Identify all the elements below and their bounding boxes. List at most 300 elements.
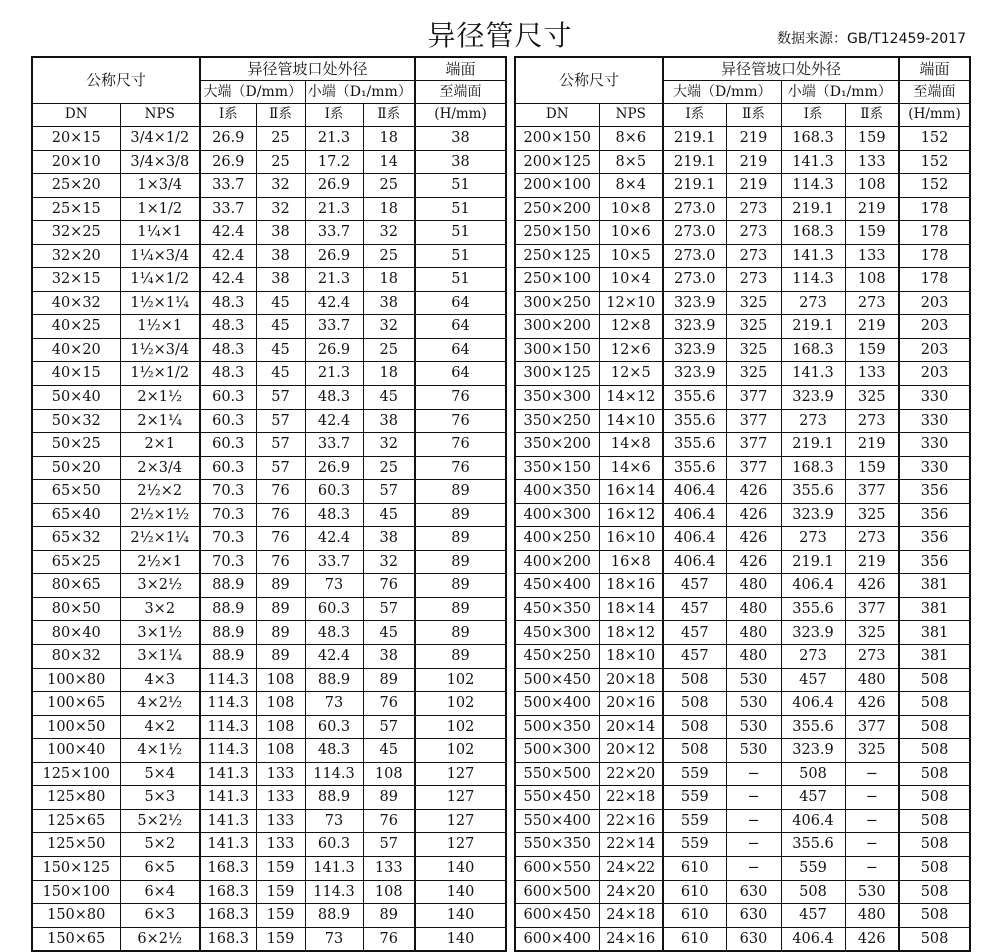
nps-cell: 3/4×3/8 bbox=[120, 150, 200, 174]
large-series2-cell: 45 bbox=[256, 362, 305, 386]
large-series1-cell: 88.9 bbox=[200, 645, 256, 669]
header-large-series2: Ⅱ系 bbox=[726, 104, 781, 127]
small-series1-cell: 508 bbox=[781, 762, 845, 786]
large-series1-cell: 70.3 bbox=[200, 503, 256, 527]
small-series2-cell: 18 bbox=[363, 127, 415, 151]
header-nps: NPS bbox=[120, 104, 200, 127]
small-series2-cell: 18 bbox=[363, 197, 415, 221]
dn-cell: 100×80 bbox=[32, 668, 120, 692]
table-row bbox=[32, 880, 506, 904]
small-series1-cell: 323.9 bbox=[781, 739, 845, 763]
nps-cell: 2×1¼ bbox=[120, 409, 200, 433]
dn-cell: 250×150 bbox=[515, 221, 599, 245]
large-series2-cell: 219 bbox=[726, 150, 781, 174]
large-series2-cell: 159 bbox=[256, 880, 305, 904]
dn-cell: 500×300 bbox=[515, 739, 599, 763]
nps-cell: 5×2½ bbox=[120, 809, 200, 833]
end-to-end-cell: 102 bbox=[415, 668, 506, 692]
large-series2-cell: − bbox=[726, 786, 781, 810]
nps-cell: 3×1¼ bbox=[120, 645, 200, 669]
page-title: 异径管尺寸 bbox=[427, 19, 573, 52]
large-series2-cell: 108 bbox=[256, 739, 305, 763]
large-series1-cell: 60.3 bbox=[200, 409, 256, 433]
small-series2-cell: 133 bbox=[845, 362, 899, 386]
table-row bbox=[515, 880, 970, 904]
large-series2-cell: 76 bbox=[256, 527, 305, 551]
large-series1-cell: 273.0 bbox=[663, 268, 726, 292]
large-series1-cell: 42.4 bbox=[200, 268, 256, 292]
header-small-series2: Ⅱ系 bbox=[845, 104, 899, 127]
dn-cell: 65×32 bbox=[32, 527, 120, 551]
small-series1-cell: 26.9 bbox=[305, 174, 363, 198]
end-to-end-cell: 38 bbox=[415, 150, 506, 174]
small-series2-cell: 76 bbox=[363, 809, 415, 833]
end-to-end-cell: 89 bbox=[415, 621, 506, 645]
small-series1-cell: 323.9 bbox=[781, 503, 845, 527]
large-series2-cell: 480 bbox=[726, 621, 781, 645]
dn-cell: 80×40 bbox=[32, 621, 120, 645]
end-to-end-cell: 508 bbox=[899, 786, 970, 810]
nps-cell: 14×12 bbox=[599, 386, 663, 410]
large-series2-cell: 57 bbox=[256, 409, 305, 433]
small-series2-cell: 530 bbox=[845, 880, 899, 904]
header-small-series1: Ⅰ系 bbox=[305, 104, 363, 127]
large-series2-cell: 325 bbox=[726, 315, 781, 339]
large-series1-cell: 114.3 bbox=[200, 739, 256, 763]
table-row bbox=[515, 668, 970, 692]
dn-cell: 600×550 bbox=[515, 856, 599, 880]
nps-cell: 5×3 bbox=[120, 786, 200, 810]
dn-cell: 300×125 bbox=[515, 362, 599, 386]
small-series1-cell: 141.3 bbox=[781, 150, 845, 174]
small-series1-cell: 60.3 bbox=[305, 597, 363, 621]
table-row bbox=[515, 739, 970, 763]
nps-cell: 14×8 bbox=[599, 433, 663, 457]
table-row bbox=[32, 833, 506, 857]
large-series1-cell: 273.0 bbox=[663, 197, 726, 221]
large-series2-cell: 325 bbox=[726, 338, 781, 362]
table-row bbox=[515, 786, 970, 810]
small-series2-cell: 159 bbox=[845, 456, 899, 480]
table-row bbox=[515, 833, 970, 857]
dn-cell: 600×500 bbox=[515, 880, 599, 904]
small-series2-cell: 377 bbox=[845, 715, 899, 739]
large-series2-cell: − bbox=[726, 833, 781, 857]
nps-cell: 4×1½ bbox=[120, 739, 200, 763]
large-series1-cell: 559 bbox=[663, 786, 726, 810]
large-series2-cell: 133 bbox=[256, 833, 305, 857]
table-row bbox=[515, 409, 970, 433]
dn-cell: 550×500 bbox=[515, 762, 599, 786]
small-series1-cell: 141.3 bbox=[305, 856, 363, 880]
small-series2-cell: 45 bbox=[363, 739, 415, 763]
small-series1-cell: 273 bbox=[781, 527, 845, 551]
small-series2-cell: 219 bbox=[845, 315, 899, 339]
large-series2-cell: 377 bbox=[726, 456, 781, 480]
small-series1-cell: 26.9 bbox=[305, 338, 363, 362]
dn-cell: 20×10 bbox=[32, 150, 120, 174]
end-to-end-cell: 508 bbox=[899, 833, 970, 857]
small-series1-cell: 33.7 bbox=[305, 315, 363, 339]
end-to-end-cell: 152 bbox=[899, 127, 970, 151]
large-series2-cell: 89 bbox=[256, 597, 305, 621]
large-series1-cell: 60.3 bbox=[200, 456, 256, 480]
dn-cell: 32×20 bbox=[32, 244, 120, 268]
dn-cell: 50×32 bbox=[32, 409, 120, 433]
nps-cell: 22×16 bbox=[599, 809, 663, 833]
large-series2-cell: 219 bbox=[726, 127, 781, 151]
end-to-end-cell: 356 bbox=[899, 550, 970, 574]
large-series2-cell: 38 bbox=[256, 268, 305, 292]
nps-cell: 6×2½ bbox=[120, 927, 200, 951]
small-series2-cell: 76 bbox=[363, 574, 415, 598]
nps-cell: 12×10 bbox=[599, 291, 663, 315]
end-to-end-cell: 64 bbox=[415, 291, 506, 315]
nps-cell: 22×18 bbox=[599, 786, 663, 810]
small-series2-cell: 426 bbox=[845, 692, 899, 716]
end-to-end-cell: 51 bbox=[415, 221, 506, 245]
end-to-end-cell: 152 bbox=[899, 150, 970, 174]
end-to-end-cell: 89 bbox=[415, 503, 506, 527]
large-series1-cell: 219.1 bbox=[663, 174, 726, 198]
nps-cell: 22×14 bbox=[599, 833, 663, 857]
large-series2-cell: 630 bbox=[726, 880, 781, 904]
small-series2-cell: 38 bbox=[363, 291, 415, 315]
end-to-end-cell: 51 bbox=[415, 174, 506, 198]
dn-cell: 250×125 bbox=[515, 244, 599, 268]
large-series2-cell: 45 bbox=[256, 315, 305, 339]
nps-cell: 1½×1/2 bbox=[120, 362, 200, 386]
small-series2-cell: 32 bbox=[363, 221, 415, 245]
table-row bbox=[32, 244, 506, 268]
large-series2-cell: 76 bbox=[256, 480, 305, 504]
large-series2-cell: 426 bbox=[726, 480, 781, 504]
dn-cell: 40×32 bbox=[32, 291, 120, 315]
small-series1-cell: 42.4 bbox=[305, 409, 363, 433]
dn-cell: 125×50 bbox=[32, 833, 120, 857]
small-series2-cell: 89 bbox=[363, 786, 415, 810]
large-series1-cell: 168.3 bbox=[200, 856, 256, 880]
header-end-to-end: 至端面 bbox=[899, 81, 970, 104]
header-small-end: 小端（D₁/mm） bbox=[781, 81, 899, 104]
end-to-end-cell: 127 bbox=[415, 786, 506, 810]
nps-cell: 1¼×1/2 bbox=[120, 268, 200, 292]
nps-cell: 4×2½ bbox=[120, 692, 200, 716]
nps-cell: 3/4×1/2 bbox=[120, 127, 200, 151]
nps-cell: 24×18 bbox=[599, 904, 663, 928]
table-row bbox=[515, 338, 970, 362]
large-series2-cell: 530 bbox=[726, 692, 781, 716]
end-to-end-cell: 140 bbox=[415, 880, 506, 904]
end-to-end-cell: 64 bbox=[415, 338, 506, 362]
table-row bbox=[32, 503, 506, 527]
end-to-end-cell: 76 bbox=[415, 409, 506, 433]
large-series1-cell: 70.3 bbox=[200, 480, 256, 504]
dn-cell: 40×25 bbox=[32, 315, 120, 339]
nps-cell: 24×20 bbox=[599, 880, 663, 904]
header-small-series2: Ⅱ系 bbox=[363, 104, 415, 127]
nps-cell: 10×5 bbox=[599, 244, 663, 268]
large-series2-cell: 377 bbox=[726, 386, 781, 410]
end-to-end-cell: 140 bbox=[415, 856, 506, 880]
small-series2-cell: 89 bbox=[363, 904, 415, 928]
dn-cell: 65×40 bbox=[32, 503, 120, 527]
dn-cell: 80×50 bbox=[32, 597, 120, 621]
large-series1-cell: 168.3 bbox=[200, 927, 256, 951]
large-series2-cell: 89 bbox=[256, 645, 305, 669]
large-series1-cell: 323.9 bbox=[663, 291, 726, 315]
nps-cell: 1¼×1 bbox=[120, 221, 200, 245]
large-series2-cell: 530 bbox=[726, 715, 781, 739]
end-to-end-cell: 127 bbox=[415, 833, 506, 857]
small-series1-cell: 48.3 bbox=[305, 503, 363, 527]
small-series1-cell: 406.4 bbox=[781, 692, 845, 716]
table-row bbox=[32, 621, 506, 645]
small-series2-cell: 325 bbox=[845, 386, 899, 410]
end-to-end-cell: 330 bbox=[899, 433, 970, 457]
large-series2-cell: 273 bbox=[726, 221, 781, 245]
small-series2-cell: 89 bbox=[363, 668, 415, 692]
table-row bbox=[32, 574, 506, 598]
small-series1-cell: 88.9 bbox=[305, 786, 363, 810]
small-series2-cell: 57 bbox=[363, 833, 415, 857]
small-series2-cell: 159 bbox=[845, 221, 899, 245]
small-series2-cell: 108 bbox=[845, 268, 899, 292]
large-series2-cell: 530 bbox=[726, 668, 781, 692]
small-series2-cell: 273 bbox=[845, 527, 899, 551]
dn-cell: 450×400 bbox=[515, 574, 599, 598]
end-to-end-cell: 102 bbox=[415, 739, 506, 763]
table-row bbox=[32, 221, 506, 245]
end-to-end-cell: 330 bbox=[899, 409, 970, 433]
large-series2-cell: 45 bbox=[256, 338, 305, 362]
small-series1-cell: 168.3 bbox=[781, 338, 845, 362]
large-series1-cell: 42.4 bbox=[200, 221, 256, 245]
table-row bbox=[32, 268, 506, 292]
end-to-end-cell: 89 bbox=[415, 597, 506, 621]
large-series1-cell: 48.3 bbox=[200, 338, 256, 362]
table-row bbox=[32, 362, 506, 386]
dn-cell: 125×65 bbox=[32, 809, 120, 833]
nps-cell: 1½×3/4 bbox=[120, 338, 200, 362]
dn-cell: 300×150 bbox=[515, 338, 599, 362]
end-to-end-cell: 381 bbox=[899, 621, 970, 645]
large-series1-cell: 406.4 bbox=[663, 503, 726, 527]
small-series1-cell: 323.9 bbox=[781, 386, 845, 410]
large-series2-cell: 159 bbox=[256, 927, 305, 951]
table-row bbox=[515, 809, 970, 833]
table-row bbox=[515, 221, 970, 245]
large-series2-cell: 426 bbox=[726, 527, 781, 551]
table-row bbox=[32, 550, 506, 574]
large-series1-cell: 88.9 bbox=[200, 574, 256, 598]
large-series1-cell: 559 bbox=[663, 809, 726, 833]
small-series2-cell: 133 bbox=[845, 150, 899, 174]
dn-cell: 65×25 bbox=[32, 550, 120, 574]
small-series1-cell: 168.3 bbox=[781, 127, 845, 151]
dn-cell: 400×300 bbox=[515, 503, 599, 527]
small-series1-cell: 42.4 bbox=[305, 291, 363, 315]
nps-cell: 1½×1 bbox=[120, 315, 200, 339]
large-series2-cell: 57 bbox=[256, 456, 305, 480]
small-series2-cell: 273 bbox=[845, 291, 899, 315]
table-row bbox=[515, 645, 970, 669]
dn-cell: 450×350 bbox=[515, 597, 599, 621]
large-series2-cell: 480 bbox=[726, 574, 781, 598]
nps-cell: 10×8 bbox=[599, 197, 663, 221]
small-series2-cell: 38 bbox=[363, 527, 415, 551]
small-series2-cell: 219 bbox=[845, 433, 899, 457]
large-series2-cell: 57 bbox=[256, 433, 305, 457]
end-to-end-cell: 89 bbox=[415, 645, 506, 669]
small-series1-cell: 21.3 bbox=[305, 197, 363, 221]
nps-cell: 5×4 bbox=[120, 762, 200, 786]
large-series2-cell: − bbox=[726, 856, 781, 880]
dn-cell: 125×100 bbox=[32, 762, 120, 786]
table-row bbox=[32, 127, 506, 151]
small-series2-cell: − bbox=[845, 833, 899, 857]
nps-cell: 4×2 bbox=[120, 715, 200, 739]
end-to-end-cell: 508 bbox=[899, 809, 970, 833]
large-series2-cell: 159 bbox=[256, 904, 305, 928]
nps-cell: 20×18 bbox=[599, 668, 663, 692]
nps-cell: 8×6 bbox=[599, 127, 663, 151]
table-row bbox=[32, 386, 506, 410]
large-series1-cell: 610 bbox=[663, 856, 726, 880]
end-to-end-cell: 508 bbox=[899, 880, 970, 904]
nps-cell: 18×16 bbox=[599, 574, 663, 598]
table-row bbox=[32, 338, 506, 362]
table-row bbox=[515, 692, 970, 716]
dn-cell: 450×300 bbox=[515, 621, 599, 645]
end-to-end-cell: 508 bbox=[899, 856, 970, 880]
large-series1-cell: 457 bbox=[663, 621, 726, 645]
large-series1-cell: 114.3 bbox=[200, 715, 256, 739]
header-bevel-od: 异径管坡口处外径 bbox=[663, 57, 899, 81]
large-series1-cell: 457 bbox=[663, 645, 726, 669]
small-series2-cell: 108 bbox=[845, 174, 899, 198]
small-series1-cell: 60.3 bbox=[305, 480, 363, 504]
small-series2-cell: 325 bbox=[845, 621, 899, 645]
large-series2-cell: − bbox=[726, 809, 781, 833]
small-series1-cell: 48.3 bbox=[305, 739, 363, 763]
end-to-end-cell: 140 bbox=[415, 927, 506, 951]
nps-cell: 10×4 bbox=[599, 268, 663, 292]
large-series1-cell: 48.3 bbox=[200, 291, 256, 315]
end-to-end-cell: 89 bbox=[415, 527, 506, 551]
small-series1-cell: 73 bbox=[305, 692, 363, 716]
large-series2-cell: 45 bbox=[256, 291, 305, 315]
large-series2-cell: 480 bbox=[726, 597, 781, 621]
end-to-end-cell: 203 bbox=[899, 362, 970, 386]
dn-cell: 600×400 bbox=[515, 927, 599, 951]
end-to-end-cell: 381 bbox=[899, 645, 970, 669]
small-series2-cell: − bbox=[845, 762, 899, 786]
dn-cell: 550×450 bbox=[515, 786, 599, 810]
nps-cell: 8×4 bbox=[599, 174, 663, 198]
table-row bbox=[32, 480, 506, 504]
table-row bbox=[32, 809, 506, 833]
table-row bbox=[32, 856, 506, 880]
large-series1-cell: 273.0 bbox=[663, 244, 726, 268]
small-series1-cell: 355.6 bbox=[781, 715, 845, 739]
large-series1-cell: 33.7 bbox=[200, 174, 256, 198]
small-series2-cell: − bbox=[845, 809, 899, 833]
large-series2-cell: 325 bbox=[726, 291, 781, 315]
end-to-end-cell: 508 bbox=[899, 668, 970, 692]
large-series1-cell: 114.3 bbox=[200, 668, 256, 692]
nps-cell: 6×4 bbox=[120, 880, 200, 904]
large-series2-cell: 76 bbox=[256, 550, 305, 574]
small-series2-cell: 480 bbox=[845, 668, 899, 692]
dn-cell: 100×40 bbox=[32, 739, 120, 763]
large-series2-cell: 377 bbox=[726, 433, 781, 457]
large-series1-cell: 60.3 bbox=[200, 433, 256, 457]
header-dn: DN bbox=[32, 104, 120, 127]
dn-cell: 80×65 bbox=[32, 574, 120, 598]
small-series2-cell: 273 bbox=[845, 409, 899, 433]
table-row bbox=[515, 268, 970, 292]
nps-cell: 16×10 bbox=[599, 527, 663, 551]
end-to-end-cell: 178 bbox=[899, 221, 970, 245]
nps-cell: 18×14 bbox=[599, 597, 663, 621]
end-to-end-cell: 356 bbox=[899, 503, 970, 527]
large-series1-cell: 559 bbox=[663, 762, 726, 786]
table-row bbox=[515, 386, 970, 410]
small-series2-cell: 45 bbox=[363, 503, 415, 527]
dn-cell: 50×40 bbox=[32, 386, 120, 410]
small-series2-cell: 325 bbox=[845, 739, 899, 763]
header-dn: DN bbox=[515, 104, 599, 127]
nps-cell: 4×3 bbox=[120, 668, 200, 692]
table-row bbox=[515, 174, 970, 198]
small-series1-cell: 141.3 bbox=[781, 362, 845, 386]
table-row bbox=[515, 550, 970, 574]
nps-cell: 6×3 bbox=[120, 904, 200, 928]
small-series1-cell: 114.3 bbox=[781, 268, 845, 292]
table-row bbox=[515, 244, 970, 268]
header-large-end: 大端（D/mm） bbox=[663, 81, 781, 104]
dn-cell: 50×25 bbox=[32, 433, 120, 457]
table-row bbox=[32, 527, 506, 551]
small-series2-cell: 25 bbox=[363, 174, 415, 198]
nps-cell: 20×16 bbox=[599, 692, 663, 716]
table-row bbox=[32, 904, 506, 928]
small-series1-cell: 508 bbox=[781, 880, 845, 904]
dn-cell: 200×150 bbox=[515, 127, 599, 151]
dn-cell: 300×200 bbox=[515, 315, 599, 339]
nps-cell: 6×5 bbox=[120, 856, 200, 880]
small-series1-cell: 42.4 bbox=[305, 527, 363, 551]
nps-cell: 18×12 bbox=[599, 621, 663, 645]
nps-cell: 18×10 bbox=[599, 645, 663, 669]
end-to-end-cell: 51 bbox=[415, 268, 506, 292]
table-row bbox=[515, 715, 970, 739]
table-row bbox=[32, 668, 506, 692]
small-series1-cell: 88.9 bbox=[305, 904, 363, 928]
nps-cell: 14×10 bbox=[599, 409, 663, 433]
dn-cell: 550×400 bbox=[515, 809, 599, 833]
end-to-end-cell: 76 bbox=[415, 386, 506, 410]
small-series1-cell: 406.4 bbox=[781, 809, 845, 833]
small-series2-cell: 76 bbox=[363, 692, 415, 716]
large-series2-cell: 480 bbox=[726, 645, 781, 669]
large-series1-cell: 88.9 bbox=[200, 597, 256, 621]
nps-cell: 16×8 bbox=[599, 550, 663, 574]
small-series1-cell: 33.7 bbox=[305, 221, 363, 245]
nps-cell: 16×12 bbox=[599, 503, 663, 527]
small-series2-cell: 76 bbox=[363, 927, 415, 951]
